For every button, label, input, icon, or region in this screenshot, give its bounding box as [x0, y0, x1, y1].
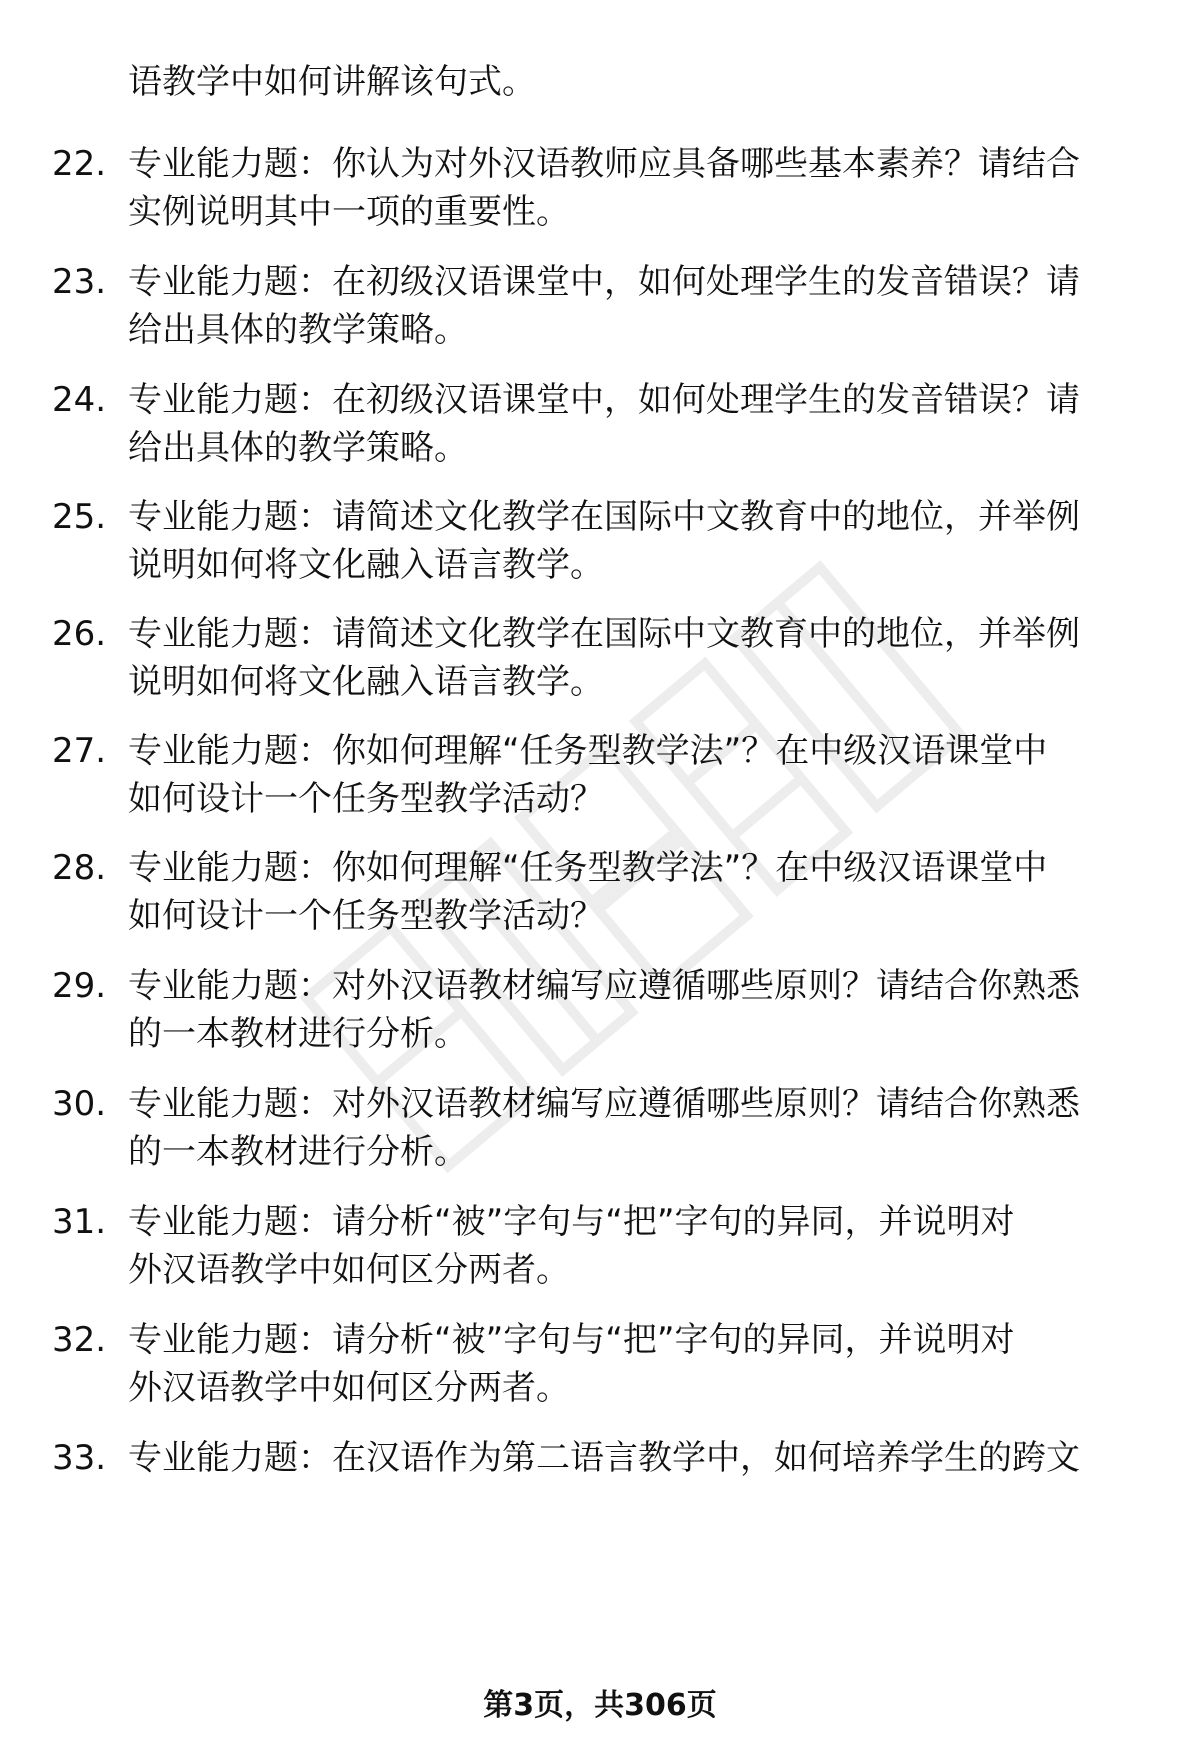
- question-text-line-2: 实例说明其中一项的重要性。: [128, 192, 570, 232]
- continued-question-text: 语教学中如何讲解该句式。: [128, 62, 536, 102]
- question-text-line-2: 说明如何将文化融入语言教学。: [128, 545, 604, 585]
- question-item: [0, 727, 1200, 837]
- page-footer: 第3页，共306页: [483, 1688, 717, 1723]
- question-text-line-1: 专业能力题：你认为对外汉语教师应具备哪些基本素养？请结合: [128, 144, 1080, 184]
- question-item: [0, 1080, 1200, 1190]
- question-text-line-2: 外汉语教学中如何区分两者。: [128, 1250, 570, 1290]
- question-item: [0, 962, 1200, 1072]
- question-item: [0, 844, 1200, 954]
- question-text-line-2: 外汉语教学中如何区分两者。: [128, 1368, 570, 1408]
- question-text-line-1: 专业能力题：在汉语作为第二语言教学中，如何培养学生的跨文: [128, 1438, 1080, 1478]
- question-number: 22.: [52, 144, 107, 184]
- question-item: [0, 376, 1200, 486]
- question-text-line-2: 的一本教材进行分析。: [128, 1014, 468, 1054]
- question-item: [0, 140, 1200, 250]
- question-text-line-1: 专业能力题：请分析“被”字句与“把”字句的异同，并说明对: [128, 1320, 1015, 1360]
- question-item: [0, 610, 1200, 720]
- question-item: [0, 1316, 1200, 1426]
- question-text-line-2: 给出具体的教学策略。: [128, 310, 468, 350]
- question-text-line-1: 专业能力题：你如何理解“任务型教学法”？在中级汉语课堂中: [128, 731, 1048, 771]
- question-text-line-2: 如何设计一个任务型教学活动？: [128, 779, 604, 819]
- question-text-line-1: 专业能力题：你如何理解“任务型教学法”？在中级汉语课堂中: [128, 848, 1048, 888]
- question-number: 29.: [52, 966, 107, 1006]
- question-number: 32.: [52, 1320, 107, 1360]
- question-text-line-1: 专业能力题：在初级汉语课堂中，如何处理学生的发音错误？请: [128, 262, 1080, 302]
- question-text-line-2: 的一本教材进行分析。: [128, 1132, 468, 1172]
- question-item: [0, 258, 1200, 368]
- question-number: 30.: [52, 1084, 107, 1124]
- question-text-line-2: 如何设计一个任务型教学活动？: [128, 896, 604, 936]
- question-item: [0, 1198, 1200, 1308]
- question-text-line-1: 专业能力题：在初级汉语课堂中，如何处理学生的发音错误？请: [128, 380, 1080, 420]
- question-number: 23.: [52, 262, 107, 302]
- question-item: [0, 1434, 1200, 1544]
- question-number: 27.: [52, 731, 107, 771]
- question-text-line-2: 给出具体的教学策略。: [128, 428, 468, 468]
- question-number: 28.: [52, 848, 107, 888]
- question-text-line-2: 说明如何将文化融入语言教学。: [128, 662, 604, 702]
- question-number: 33.: [52, 1438, 107, 1478]
- question-number: 26.: [52, 614, 107, 654]
- question-text-line-1: 专业能力题：对外汉语教材编写应遵循哪些原则？请结合你熟悉: [128, 1084, 1080, 1124]
- question-number: 24.: [52, 380, 107, 420]
- question-text-line-1: 专业能力题：请简述文化教学在国际中文教育中的地位，并举例: [128, 497, 1080, 537]
- question-number: 31.: [52, 1202, 107, 1242]
- question-text-line-1: 专业能力题：请简述文化教学在国际中文教育中的地位，并举例: [128, 614, 1080, 654]
- question-text-line-1: 专业能力题：对外汉语教材编写应遵循哪些原则？请结合你熟悉: [128, 966, 1080, 1006]
- question-text-line-1: 专业能力题：请分析“被”字句与“把”字句的异同，并说明对: [128, 1202, 1015, 1242]
- question-number: 25.: [52, 497, 107, 537]
- question-item: [0, 493, 1200, 603]
